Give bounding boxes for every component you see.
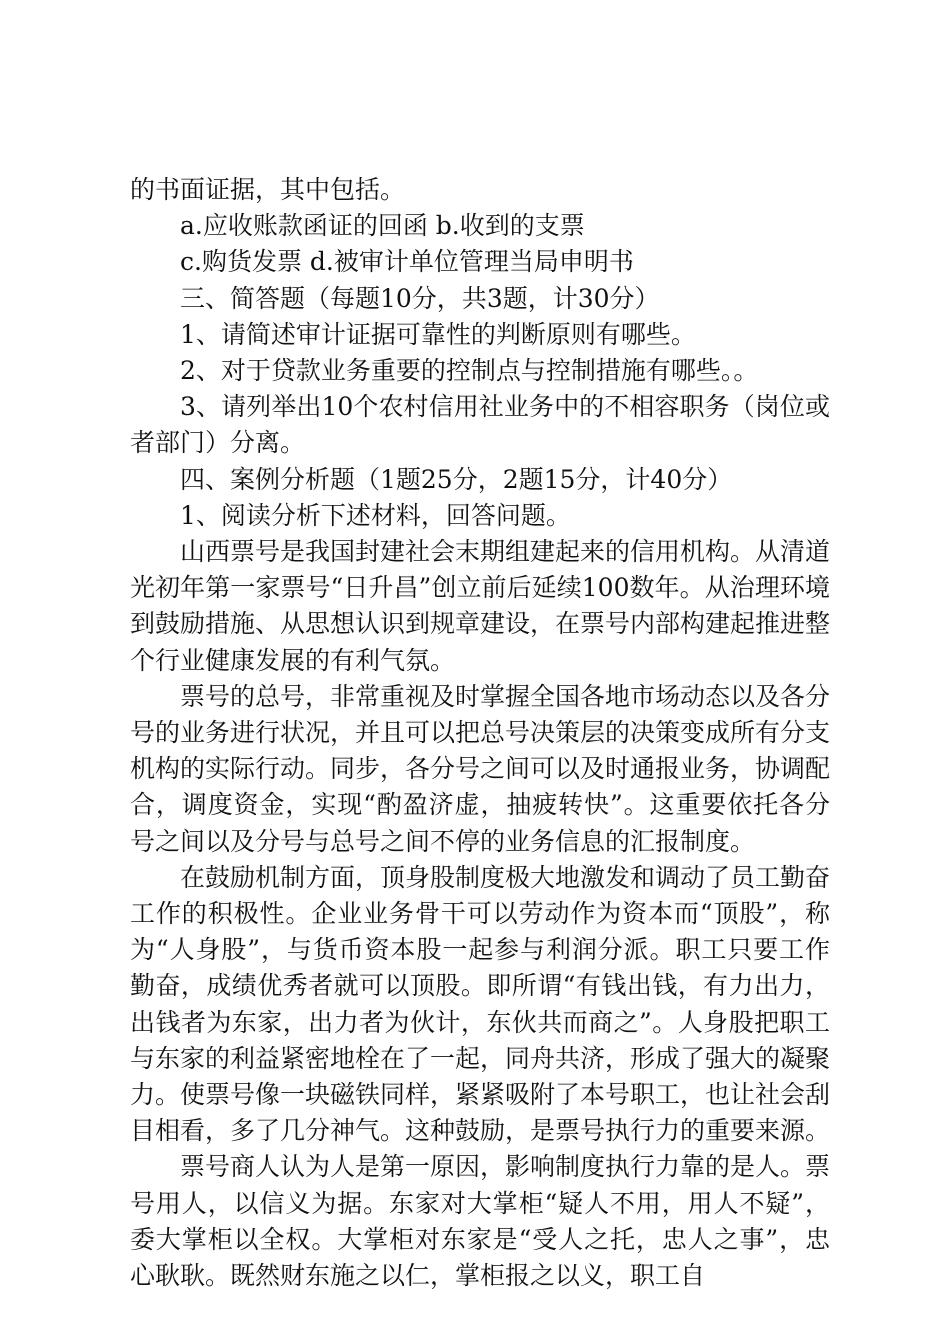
paragraph-continuation: 的书面证据，其中包括。 [130, 175, 406, 204]
document-page [130, 172, 830, 1294]
question-item-1: 1、请简述审计证据可靠性的判断原则有哪些。 [180, 319, 696, 349]
body-paragraph-intro: 山西票号是我国封建社会末期组建起来的信用机构。从清道光初年第一家票号“日升昌”创立前后延续100数年。从治理环境到鼓励措施、从思想认识到规章建设，在票号内部构建起推进整个行业健康发展的有利气氛。 [130, 537, 831, 675]
choice-options-cd: c.购货发票 d.被审计单位管理当局申明书 [180, 247, 634, 277]
question-item-2: 2、对于贷款业务重要的控制点与控制措施有哪些。。 [180, 356, 759, 386]
section-heading-case-analysis: 四、案例分析题（1题25分，2题15分，计40分） [180, 464, 733, 494]
body-paragraph-headquarters: 票号的总号，非常重视及时掌握全国各地市场动态以及各分号的业务进行状况，并且可以把总号决策层的决策变成所有分支机构的实际行动。同步，各分号之间可以及时通报业务，协调配合，调度资金，实现“酌盈济虚，抽疲转快”。这重要依托各分号之间以及分号与总号之间不停的业务信息的汇报制度。 [130, 681, 831, 856]
choice-options-ab: a.应收账款函证的回函 b.收到的支票 [180, 211, 585, 241]
body-paragraph-incentive: 在鼓励机制方面，顶身股制度极大地激发和调动了员工勤奋工作的积极性。企业业务骨干可以劳动作为资本而“顶股”，称为“人身股”，与货币资本股一起参与利润分派。职工只要工作勤奋，成绩优秀者就可以顶股。即所谓“有钱出钱，有力出力，出钱者为东家，出力者为伙计，东伙共而商之”。人身股把职工与东家的利益紧密地栓在了一起，同舟共济，形成了强大的凝聚力。使票号像一块磁铁同样，紧紧吸附了本号职工，也让社会刮目相看，多了几分神气。这种鼓励，是票号执行力的重要来源。 [130, 862, 831, 1146]
case-instruction: 1、阅读分析下述材料，回答问题。 [180, 500, 571, 530]
section-heading-short-answer: 三、简答题（每题10分，共3题，计30分） [180, 283, 660, 313]
question-item-3: 3、请列举出10个农村信用社业务中的不相容职务（岗位或者部门）分离。 [130, 392, 830, 458]
body-paragraph-people: 票号商人认为人是第一原因，影响制度执行力靠的是人。票号用人，以信义为据。东家对大掌柜“疑人不用，用人不疑”，委大掌柜以全权。大掌柜对东家是“受人之托，忠人之事”，忠心耿耿。既然财东施之以仁，掌柜报之以义，职工自 [130, 1152, 831, 1291]
